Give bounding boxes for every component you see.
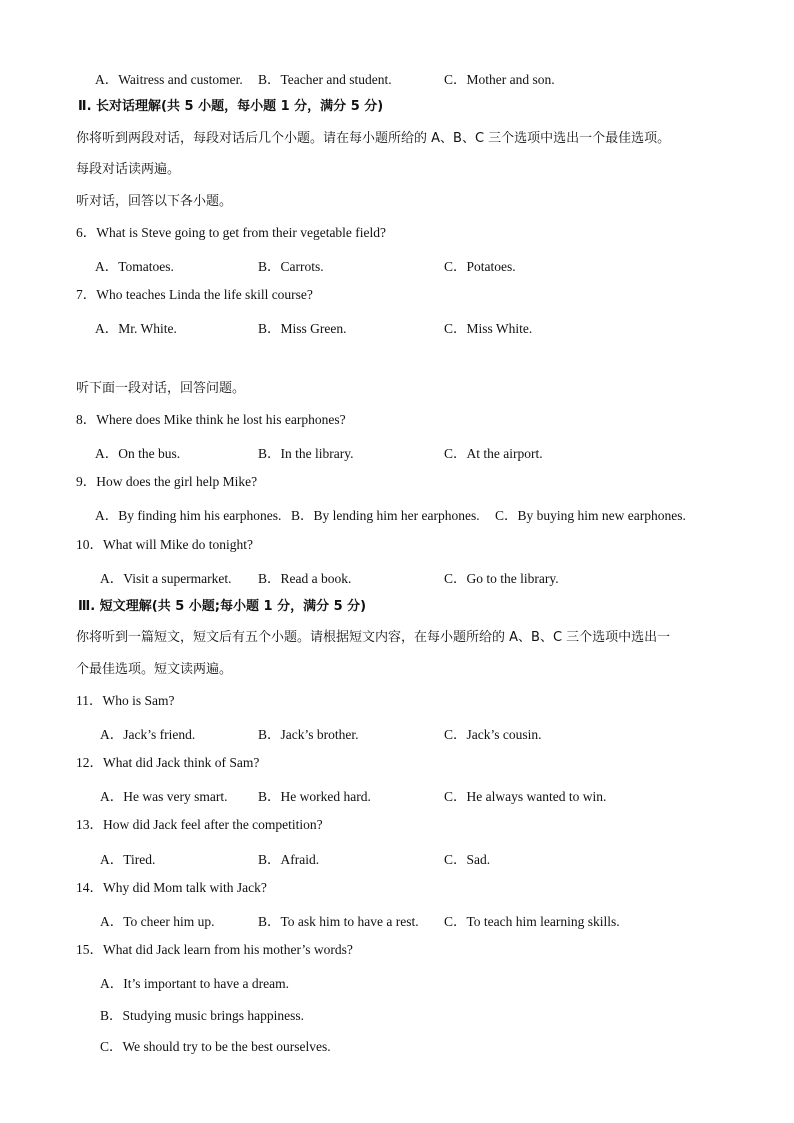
q5-option-c: C．Mother and son.: [444, 72, 555, 87]
question-10-option-c: C．Go to the library.: [444, 571, 559, 586]
question-14-option-b: B．To ask him to have a rest.: [258, 914, 419, 929]
question-11-option-b: B．Jack’s brother.: [258, 727, 359, 742]
question-12-stem: 12．What did Jack think of Sam?: [76, 755, 260, 770]
section-3-intro-line2: 个最佳选项。短文读两遍。: [76, 662, 233, 677]
question-13-option-a: A．Tired.: [100, 852, 156, 867]
question-15-option-a: A．It’s important to have a dream.: [100, 976, 289, 991]
question-10-option-b: B．Read a book.: [258, 571, 352, 586]
question-9-option-c: C．By buying him new earphones.: [495, 508, 686, 523]
question-9-option-b: B．By lending him her earphones.: [291, 508, 480, 523]
section-3-title: Ⅲ. 短文理解(共 5 小题;每小题 1 分，满分 5 分): [78, 599, 367, 614]
question-12-option-c: C．He always wanted to win.: [444, 789, 607, 804]
section-2-prompt-1: 听对话，回答以下各小题。: [76, 194, 233, 209]
question-11-option-a: A．Jack’s friend.: [100, 727, 196, 742]
question-13-option-c: C．Sad.: [444, 852, 491, 867]
section-2-prompt-2: 听下面一段对话，回答问题。: [76, 381, 246, 396]
question-9-option-a: A．By finding him his earphones.: [95, 508, 282, 523]
question-15-stem: 15．What did Jack learn from his mother’s words?: [76, 942, 353, 957]
question-10-option-a: A．Visit a supermarket.: [100, 571, 232, 586]
question-7-option-c: C．Miss White.: [444, 321, 533, 336]
question-11-stem: 11．Who is Sam?: [76, 693, 175, 708]
question-8-stem: 8．Where does Mike think he lost his earphones?: [76, 412, 346, 427]
question-12-option-a: A．He was very smart.: [100, 789, 228, 804]
q5-option-a: A．Waitress and customer.: [95, 72, 243, 87]
question-7-option-b: B．Miss Green.: [258, 321, 347, 336]
question-7-option-a: A．Mr. White.: [95, 321, 177, 336]
section-2-title: Ⅱ. 长对话理解(共 5 小题，每小题 1 分，满分 5 分): [78, 99, 384, 114]
question-7-stem: 7．Who teaches Linda the life skill course?: [76, 287, 313, 302]
question-9-stem: 9．How does the girl help Mike?: [76, 474, 258, 489]
question-8-option-b: B．In the library.: [258, 446, 354, 461]
question-15-option-b: B．Studying music brings happiness.: [100, 1008, 305, 1023]
q5-option-b: B．Teacher and student.: [258, 72, 392, 87]
question-6-option-c: C．Potatoes.: [444, 259, 516, 274]
question-11-option-c: C．Jack’s cousin.: [444, 727, 542, 742]
question-10-stem: 10．What will Mike do tonight?: [76, 537, 253, 552]
question-14-option-c: C．To teach him learning skills.: [444, 914, 620, 929]
question-14-option-a: A．To cheer him up.: [100, 914, 215, 929]
question-14-stem: 14．Why did Mom talk with Jack?: [76, 880, 267, 895]
question-6-stem: 6．What is Steve going to get from their vegetable field?: [76, 225, 387, 240]
section-2-intro-line1: 你将听到两段对话，每段对话后几个小题。请在每小题所给的 A、B、C 三个选项中选出一个最佳选项。: [76, 131, 671, 146]
question-13-stem: 13．How did Jack feel after the competition?: [76, 817, 323, 832]
question-15-option-c: C．We should try to be the best ourselves.: [100, 1039, 331, 1054]
question-12-option-b: B．He worked hard.: [258, 789, 371, 804]
question-8-option-a: A．On the bus.: [95, 446, 181, 461]
question-13-option-b: B．Afraid.: [258, 852, 320, 867]
question-6-option-b: B．Carrots.: [258, 259, 324, 274]
section-2-intro-line2: 每段对话读两遍。: [76, 162, 181, 177]
question-8-option-c: C．At the airport.: [444, 446, 543, 461]
question-6-option-a: A．Tomatoes.: [95, 259, 174, 274]
section-3-intro-line1: 你将听到一篇短文，短文后有五个小题。请根据短文内容，在每小题所给的 A、B、C 三个选项中选出一: [76, 630, 671, 645]
